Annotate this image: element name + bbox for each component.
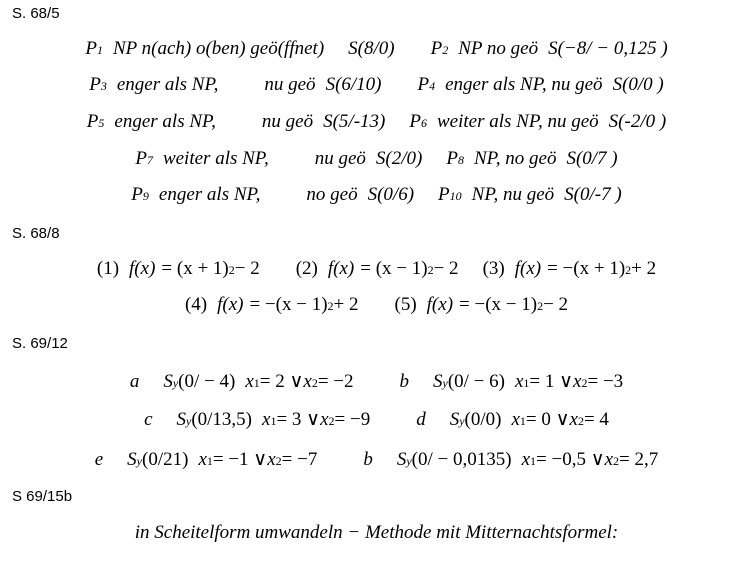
parabola-symbol: P [438, 184, 450, 205]
vertex-point: S(6/10) [325, 74, 382, 95]
root-value: = −0,5 ∨ [536, 449, 605, 470]
task-instruction: in Scheitelform umwandeln − Methode mit Mitternachtsformel: [134, 522, 619, 543]
root-value: = 1 ∨ [529, 371, 574, 392]
function-number: (1) [96, 258, 120, 279]
function-row [0, 294, 753, 316]
vertex-point: S(−8/ − 0,125 ) [548, 38, 668, 59]
task-label: d [416, 409, 426, 430]
parabola-symbol: P [86, 111, 99, 132]
function-entry: (4) f(x) = −(x − 1) 2 + 2 [184, 294, 359, 315]
task-label: b [363, 449, 373, 470]
root-value: = −3 [587, 371, 624, 392]
root-value: = −1 ∨ [212, 449, 268, 470]
parabola-row [0, 38, 753, 60]
parabola-entry: P 3 enger als NP, nu geö S(6/10) [89, 74, 382, 95]
function-number: (3) [482, 258, 505, 279]
root-value: = −2 [317, 371, 354, 392]
root-symbol: x [511, 409, 520, 430]
function-entry: (2) f(x) = (x − 1) 2 − 2 [295, 258, 459, 279]
parabola-description: weiter als NP, [162, 148, 269, 169]
parabola-description: enger als NP, nu geö [445, 74, 603, 95]
function-number: (2) [295, 258, 318, 279]
root-symbol: x [198, 449, 207, 470]
vertex-point: S(-2/0 ) [608, 111, 667, 132]
function-entry: (5) f(x) = −(x − 1) 2 − 2 [394, 294, 569, 315]
function-number: (4) [184, 294, 208, 315]
parabola-symbol: P [409, 111, 421, 132]
root-value: = −7 [281, 449, 318, 470]
function-name: f(x) [426, 294, 454, 315]
zeros-row [0, 370, 753, 393]
parabola-entry: P 9 enger als NP, no geö S(0/6) [131, 184, 415, 205]
parabola-description: NP, no geö [473, 148, 557, 169]
parabola-row [0, 184, 753, 206]
task-label: e [94, 449, 104, 470]
parabola-entry: P 2 NP no geö S(−8/ − 0,125 ) [430, 38, 668, 59]
parabola-symbol: P [417, 74, 430, 95]
vertex-point: S(8/0) [348, 38, 395, 59]
y-intercept-point: (0/13,5) [191, 409, 253, 430]
vertex-point: S(0/-7 ) [564, 184, 622, 205]
vertex-point: S(0/0 ) [612, 74, 664, 95]
parabola-description: enger als NP, [114, 111, 216, 132]
root-symbol: x [514, 371, 524, 392]
parabola-opening: nu geö [261, 111, 314, 132]
zeros-entry: d S y (0/0) x 1 = 0 ∨ x 2 = 4 [416, 409, 609, 430]
root-symbol: x [573, 371, 582, 392]
parabola-row [0, 111, 753, 133]
parabola-entry: P 10 NP, nu geö S(0/-7 ) [438, 184, 622, 205]
function-constant: + 2 [333, 294, 359, 315]
y-intercept-symbol: S [176, 409, 186, 430]
parabola-entry: P 5 enger als NP, nu geö S(5/-13) [86, 111, 386, 132]
parabola-symbol: P [430, 38, 443, 59]
y-intercept-symbol: S [396, 449, 407, 470]
function-name: f(x) [514, 258, 542, 279]
parabola-entry: P 8 NP, no geö S(0/7 ) [446, 148, 618, 169]
zeros-row [0, 448, 753, 471]
y-intercept-symbol: S [163, 371, 173, 392]
parabola-symbol: P [131, 184, 143, 205]
y-intercept-point: (0/ − 0,0135) [411, 449, 512, 470]
y-intercept-point: (0/ − 6) [447, 371, 505, 392]
parabola-symbol: P [135, 148, 147, 169]
parabola-description: enger als NP, [116, 74, 219, 95]
vertex-point: S(0/7 ) [566, 148, 618, 169]
y-intercept-point: (0/21) [142, 449, 189, 470]
parabola-description: enger als NP, [158, 184, 261, 205]
root-value: = 0 ∨ [525, 409, 570, 430]
parabola-description: weiter als NP, nu geö [436, 111, 599, 132]
vertex-point: S(0/6) [367, 184, 415, 205]
root-value: = −9 [334, 409, 371, 430]
function-term: = −(x + 1) [547, 258, 626, 279]
y-intercept-symbol: S [449, 409, 460, 430]
y-intercept-symbol: S [433, 371, 443, 392]
parabola-symbol: P [89, 74, 101, 95]
parabola-row [0, 148, 753, 170]
parabola-opening: no geö [306, 184, 358, 205]
root-value: = 3 ∨ [276, 409, 321, 430]
function-name: f(x) [217, 294, 244, 315]
section-heading: S 69/15b [12, 488, 73, 505]
function-entry: (1) f(x) = (x + 1) 2 − 2 [96, 258, 260, 279]
y-intercept-symbol: S [127, 449, 137, 470]
function-constant: − 2 [234, 258, 260, 279]
function-constant: − 2 [543, 294, 569, 315]
zeros-entry: b S y (0/ − 0,0135) x 1 = −0,5 ∨ x 2 = 2,7 [363, 449, 659, 470]
root-value: = 2 ∨ [259, 371, 304, 392]
zeros-entry: b S y (0/ − 6) x 1 = 1 ∨ x 2 = −3 [399, 371, 624, 392]
root-symbol: x [245, 371, 254, 392]
root-value: = 4 [583, 409, 609, 430]
parabola-opening: nu geö [314, 148, 366, 169]
parabola-entry: P 6 weiter als NP, nu geö S(-2/0 ) [409, 111, 667, 132]
root-symbol: x [320, 409, 329, 430]
parabola-entry: P 1 NP n(ach) o(ben) geö(ffnet) S(8/0) [85, 38, 395, 59]
zeros-row [0, 408, 753, 431]
parabola-description: NP n(ach) o(ben) geö(ffnet) [112, 38, 325, 59]
function-constant: + 2 [631, 258, 657, 279]
function-name: f(x) [327, 258, 355, 279]
parabola-symbol: P [85, 38, 97, 59]
root-symbol: x [262, 409, 271, 430]
task-label: b [399, 371, 409, 392]
root-value: = 2,7 [619, 449, 659, 470]
section-heading: S. 69/12 [12, 335, 68, 352]
parabola-row [0, 74, 753, 96]
root-symbol: x [604, 449, 614, 470]
task-label: a [129, 371, 140, 392]
function-constant: − 2 [433, 258, 459, 279]
zeros-entry: c S y (0/13,5) x 1 = 3 ∨ x 2 = −9 [144, 409, 371, 430]
function-entry: (3) f(x) = −(x + 1) 2 + 2 [482, 258, 657, 279]
parabola-entry: P 7 weiter als NP, nu geö S(2/0) [135, 148, 423, 169]
root-symbol: x [521, 449, 531, 470]
vertex-point: S(2/0) [375, 148, 423, 169]
function-term: = −(x − 1) [459, 294, 538, 315]
function-term: = (x − 1) [360, 258, 428, 279]
y-intercept-point: (0/0) [464, 409, 502, 430]
zeros-entry: a S y (0/ − 4) x 1 = 2 ∨ x 2 = −2 [129, 371, 354, 392]
parabola-opening: nu geö [264, 74, 316, 95]
section-heading: S. 68/8 [12, 225, 60, 242]
function-term: = −(x − 1) [249, 294, 328, 315]
function-name: f(x) [129, 258, 156, 279]
zeros-entry: e S y (0/21) x 1 = −1 ∨ x 2 = −7 [94, 449, 318, 470]
section-heading: S. 68/5 [12, 5, 60, 22]
root-symbol: x [303, 371, 312, 392]
root-symbol: x [267, 449, 276, 470]
parabola-description: NP no geö [458, 38, 539, 59]
vertex-point: S(5/-13) [323, 111, 386, 132]
function-row [0, 258, 753, 280]
parabola-description: NP, nu geö [471, 184, 555, 205]
parabola-symbol: P [446, 148, 458, 169]
parabola-entry: P 4 enger als NP, nu geö S(0/0 ) [417, 74, 664, 95]
y-intercept-point: (0/ − 4) [178, 371, 236, 392]
task-label: c [144, 409, 153, 430]
function-number: (5) [394, 294, 417, 315]
root-symbol: x [569, 409, 578, 430]
function-term: = (x + 1) [161, 258, 229, 279]
